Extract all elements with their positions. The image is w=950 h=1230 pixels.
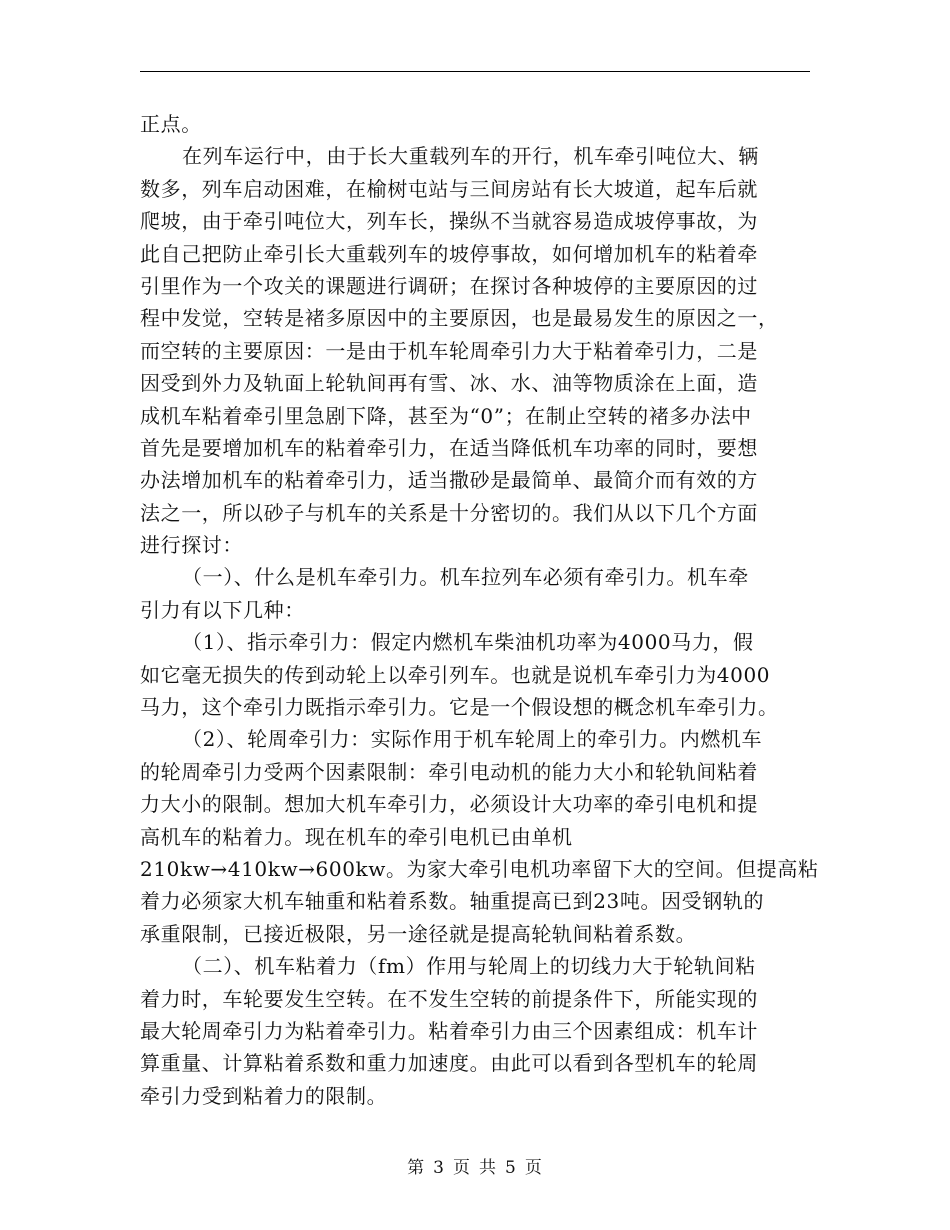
footer-prefix: 第 [407, 1158, 426, 1178]
footer-total-label: 共 [479, 1158, 497, 1178]
text-line: 成机车粘着牵引里急剧下降，甚至为“0”；在制止空转的褚多办法中 [140, 403, 752, 428]
text-line: 牵引力受到粘着力的限制。 [140, 1083, 388, 1108]
header-rule [140, 71, 810, 72]
footer-suffix: 页 [524, 1158, 543, 1178]
footer-total-pages: 5 [505, 1158, 517, 1178]
text-line: （2）、轮周牵引力：实际作用于机车轮周上的牵引力。内燃机车 [182, 727, 763, 752]
text-line: 在列车运行中，由于长大重载列车的开行，机车牵引吨位大、辆 [182, 144, 759, 169]
text-line: 爬坡，由于牵引吨位大，列车长，操纵不当就容易造成坡停事故，为 [140, 209, 758, 234]
page-footer [0, 1153, 950, 1178]
text-line: 算重量、计算粘着系数和重力加速度。由此可以看到各型机车的轮周 [140, 1051, 758, 1076]
text-line: 的轮周牵引力受两个因素限制：牵引电动机的能力大小和轮轨间粘着 [140, 759, 758, 784]
text-line: 数多，列车启动困难，在榆树屯站与三间房站有长大坡道，起车后就 [140, 176, 758, 201]
text-line: 而空转的主要原因：一是由于机车轮周牵引力大于粘着牵引力，二是 [140, 338, 758, 363]
text-line: （一）、什么是机车牵引力。机车拉列车必须有牵引力。机车牵 [182, 565, 749, 590]
text-line: 最大轮周牵引力为粘着牵引力。粘着牵引力由三个因素组成：机车计 [140, 1018, 758, 1043]
document-body [140, 108, 819, 1112]
text-line: 此自己把防止牵引长大重载列车的坡停事故，如何增加机车的粘着牵 [140, 241, 758, 266]
text-line: 进行探讨： [140, 533, 243, 558]
text-line: 马力，这个牵引力既指示牵引力。它是一个假设想的概念机车牵引力。 [140, 695, 779, 720]
text-line: 力大小的限制。想加大机车牵引力，必须设计大功率的牵引电机和提 [140, 792, 758, 817]
footer-page-label: 页 [453, 1158, 471, 1178]
text-line: （二）、机车粘着力（fm）作用与轮周上的切线力大于轮轨间粘 [182, 954, 756, 979]
text-line: 如它毫无损失的传到动轮上以牵引列车。也就是说机车牵引力为4000 [140, 662, 771, 687]
text-line: 办法增加机车的粘着牵引力，适当撒砂是最简单、最简介而有效的方 [140, 468, 758, 493]
text-line: 高机车的粘着力。现在机车的牵引电机已由单机 [140, 824, 573, 849]
text-line: 承重限制，已接近极限，另一途径就是提高轮轨间粘着系数。 [140, 921, 697, 946]
footer-page-number: 3 [433, 1158, 445, 1178]
text-line: 210kw→410kw→600kw。为家大牵引电机功率留下大的空间。但提高粘 [140, 856, 819, 881]
text-line: 首先是要增加机车的粘着牵引力，在适当降低机车功率的同时，要想 [140, 435, 758, 460]
text-line: 着力必须家大机车轴重和粘着系数。轴重提高已到23吨。因受钢轨的 [140, 889, 765, 914]
text-line: 着力时，车轮要发生空转。在不发生空转的前提条件下，所能实现的 [140, 986, 758, 1011]
text-line: （1）、指示牵引力：假定内燃机车柴油机功率为4000马力，假 [182, 630, 754, 655]
text-line: 正点。 [140, 112, 202, 136]
text-line: 法之一，所以砂子与机车的关系是十分密切的。我们从以下几个方面 [140, 500, 758, 525]
text-line: 引力有以下几种： [140, 597, 305, 622]
text-line: 因受到外力及轨面上轮轨间再有雪、冰、水、油等物质涂在上面，造 [140, 371, 758, 396]
text-line: 引里作为一个攻关的课题进行调研；在探讨各种坡停的主要原因的过 [140, 273, 758, 298]
text-line: 程中发觉，空转是褚多原因中的主要原因，也是最易发生的原因之一， [140, 306, 779, 331]
